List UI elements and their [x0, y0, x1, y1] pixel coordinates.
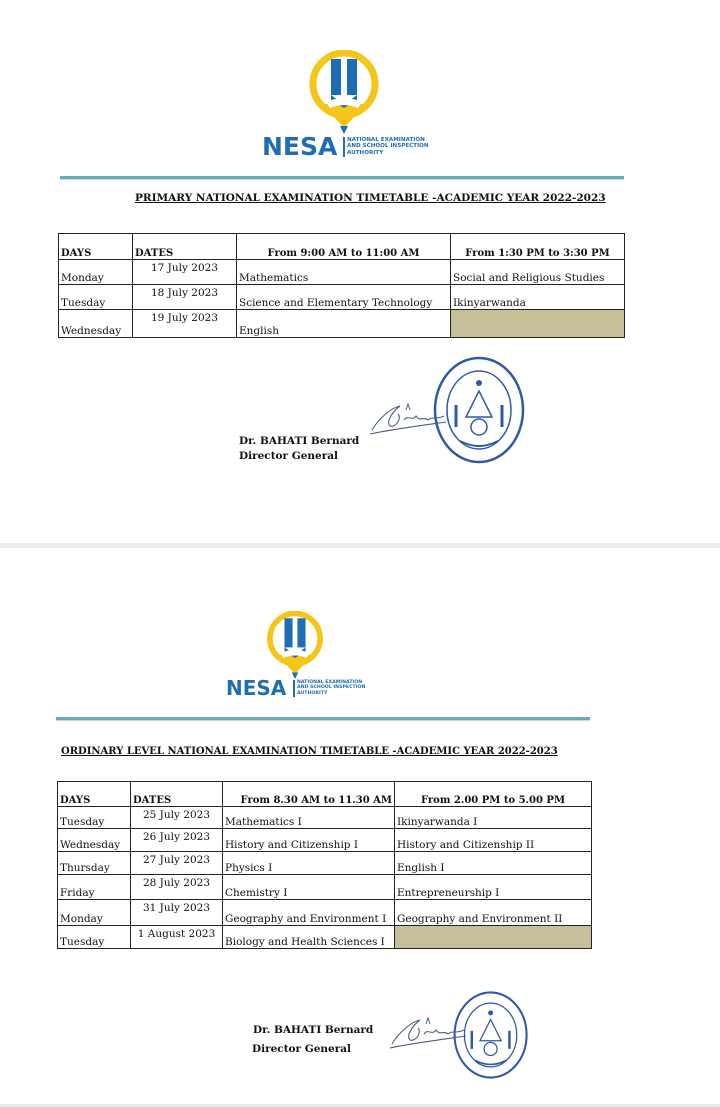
ordinary-timetable	[57, 781, 592, 949]
signatory-name: Dr. BAHATI Bernard	[239, 435, 360, 447]
day-cell: Tuesday	[59, 285, 133, 310]
blank-cell	[395, 926, 592, 949]
header-dates: DATES	[133, 234, 237, 260]
afternoon-cell: Entrepreneurship I	[395, 875, 592, 900]
header-morning: From 9:00 AM to 11:00 AM	[237, 234, 451, 260]
afternoon-cell: Ikinyarwanda	[451, 285, 625, 310]
header-afternoon: From 1:30 PM to 3:30 PM	[451, 234, 625, 260]
logo-divider	[343, 137, 345, 157]
day-cell: Wednesday	[58, 829, 131, 852]
day-cell: Wednesday	[59, 310, 133, 338]
header-days: DAYS	[59, 234, 133, 260]
morning-cell: Geography and Environment I	[223, 900, 395, 926]
table-row	[59, 260, 625, 285]
table-row	[58, 829, 592, 852]
logo-divider	[293, 680, 295, 697]
morning-cell: History and Citizenship I	[223, 829, 395, 852]
date-cell: 19 July 2023	[133, 310, 237, 338]
day-cell: Tuesday	[58, 807, 131, 829]
table-header-row	[58, 782, 592, 807]
morning-cell: English	[237, 310, 451, 338]
header-days: DAYS	[58, 782, 131, 807]
signatory-role: Director General	[239, 450, 339, 462]
table-header-row	[59, 234, 625, 260]
primary-timetable	[58, 233, 625, 338]
table-row	[58, 807, 592, 829]
morning-cell: Physics I	[223, 852, 395, 875]
day-cell: Monday	[58, 900, 131, 926]
table-row	[58, 852, 592, 875]
nesa-wordmark: NESA	[226, 676, 287, 700]
table-row	[59, 285, 625, 310]
primary-title: PRIMARY NATIONAL EXAMINATION TIMETABLE -ACADEMIC YEAR 2022-2023	[135, 192, 606, 204]
nesa-pencil-logo-icon	[306, 50, 382, 134]
official-seal-icon	[432, 355, 527, 465]
official-seal-icon	[450, 990, 532, 1080]
afternoon-cell: English I	[395, 852, 592, 875]
nesa-pencil-logo-icon	[264, 611, 326, 679]
header-rule	[60, 176, 624, 179]
morning-cell: Mathematics I	[223, 807, 395, 829]
day-cell: Friday	[58, 875, 131, 900]
afternoon-cell: Social and Religious Studies	[451, 260, 625, 285]
morning-cell: Mathematics	[237, 260, 451, 285]
date-cell: 1 August 2023	[131, 926, 223, 949]
afternoon-cell: Geography and Environment II	[395, 900, 592, 926]
header-afternoon: From 2.00 PM to 5.00 PM	[395, 782, 592, 807]
morning-cell: Biology and Health Sciences I	[223, 926, 395, 949]
date-cell: 27 July 2023	[131, 852, 223, 875]
table-row	[58, 875, 592, 900]
ordinary-title: ORDINARY LEVEL NATIONAL EXAMINATION TIMETABLE -ACADEMIC YEAR 2022-2023	[61, 746, 558, 757]
header-dates: DATES	[131, 782, 223, 807]
date-cell: 25 July 2023	[131, 807, 223, 829]
org-fullname: NATIONAL EXAMINATION AND SCHOOL INSPECTION AUTHORITY	[347, 137, 429, 156]
header-rule	[56, 717, 590, 720]
date-cell: 18 July 2023	[133, 285, 237, 310]
table-row	[58, 900, 592, 926]
signatory-role: Director General	[252, 1043, 352, 1055]
table-row	[59, 310, 625, 338]
day-cell: Monday	[59, 260, 133, 285]
afternoon-cell: History and Citizenship II	[395, 829, 592, 852]
table-row	[58, 926, 592, 949]
signatory-name: Dr. BAHATI Bernard	[253, 1024, 374, 1036]
signatory-block	[239, 434, 359, 464]
blank-cell	[451, 310, 625, 338]
header-morning: From 8.30 AM to 11.30 AM	[223, 782, 395, 807]
nesa-wordmark: NESA	[262, 132, 338, 161]
org-fullname: NATIONAL EXAMINATION AND SCHOOL INSPECTION AUTHORITY	[297, 680, 366, 696]
morning-cell: Chemistry I	[223, 875, 395, 900]
morning-cell: Science and Elementary Technology	[237, 285, 451, 310]
afternoon-cell: Ikinyarwanda I	[395, 807, 592, 829]
day-cell: Thursday	[58, 852, 131, 875]
nesa-logo	[262, 50, 442, 162]
date-cell: 17 July 2023	[133, 260, 237, 285]
day-cell: Tuesday	[58, 926, 131, 949]
signatory-block	[252, 1021, 373, 1059]
date-cell: 28 July 2023	[131, 875, 223, 900]
nesa-logo	[226, 611, 386, 701]
date-cell: 31 July 2023	[131, 900, 223, 926]
date-cell: 26 July 2023	[131, 829, 223, 852]
